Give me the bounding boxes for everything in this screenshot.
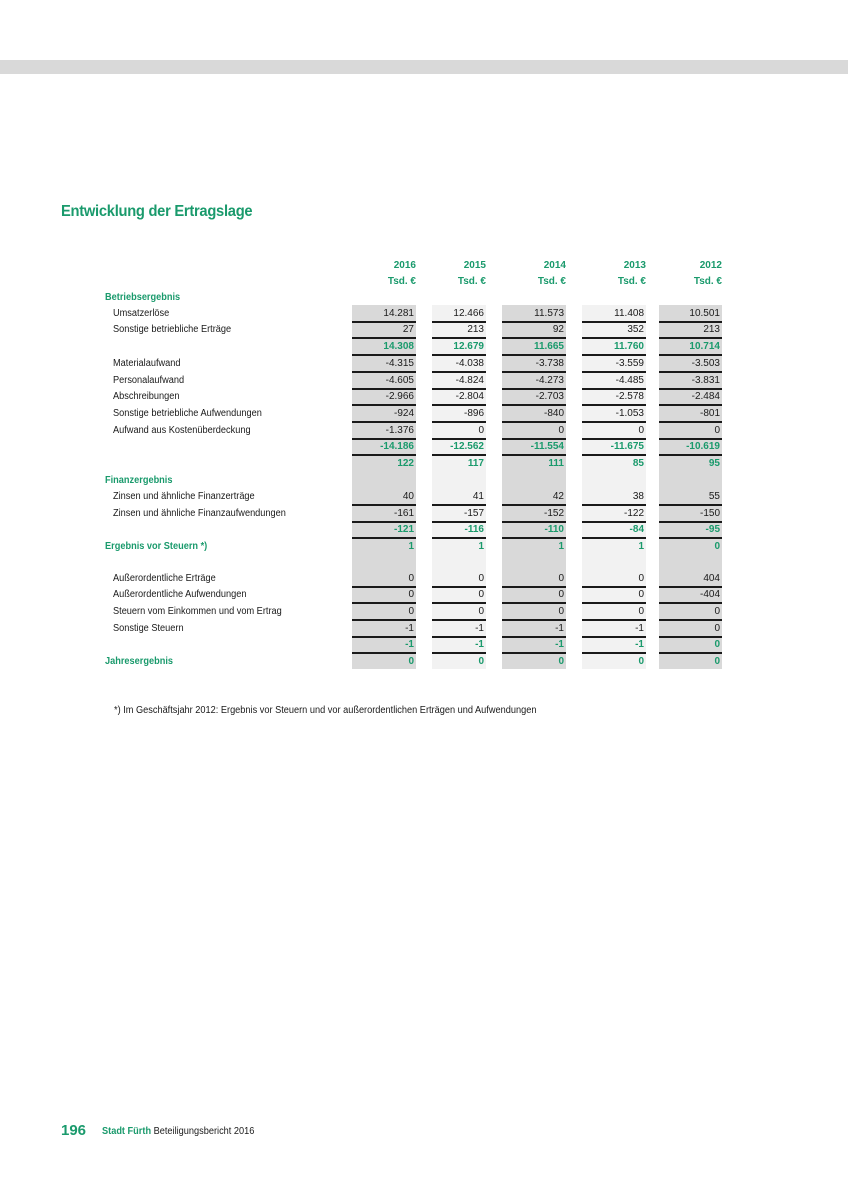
row-divider: [659, 388, 722, 390]
table-cell: 352: [627, 324, 644, 335]
table-cell: 92: [552, 324, 564, 335]
table-cell: -4.315: [385, 358, 414, 369]
row-divider: [582, 602, 646, 604]
table-cell: -4.824: [455, 375, 484, 386]
row-divider: [352, 421, 416, 423]
table-cell: 0: [638, 425, 644, 436]
table-cell: 213: [703, 324, 720, 335]
row-divider: [582, 321, 646, 323]
table-cell: 11.408: [614, 308, 644, 319]
column-header-year: 2013: [623, 260, 646, 271]
row-divider: [659, 337, 722, 339]
table-cell: 0: [638, 589, 644, 600]
row-divider: [659, 636, 722, 638]
row-divider: [659, 521, 722, 523]
row-divider: [659, 652, 722, 654]
table-cell: 41: [472, 491, 484, 502]
row-divider: [502, 354, 566, 356]
column-header-unit: Tsd. €: [387, 276, 416, 287]
table-cell: -924: [393, 408, 414, 419]
table-cell: 0: [558, 573, 564, 584]
table-cell: -11.554: [530, 441, 564, 452]
row-divider: [582, 438, 646, 440]
row-label: Sonstige Steuern: [113, 623, 184, 634]
row-divider: [502, 454, 566, 456]
table-cell: -801: [699, 408, 720, 419]
table-cell: 0: [714, 425, 720, 436]
table-cell: 0: [558, 425, 564, 436]
table-cell: 10.501: [689, 308, 720, 319]
table-cell: 0: [408, 589, 414, 600]
footnote: *) Im Geschäftsjahr 2012: Ergebnis vor Steuern und vor außerordentlichen Erträgen und Aufwendungen: [114, 705, 537, 716]
table-cell: -4.485: [615, 375, 644, 386]
column-header-unit: Tsd. €: [457, 276, 486, 287]
row-divider: [659, 537, 722, 539]
table-cell: 11.573: [534, 308, 564, 319]
table-cell: -1.053: [615, 408, 644, 419]
table-cell: 11.760: [613, 341, 644, 352]
table-cell: -3.738: [535, 358, 564, 369]
row-divider: [352, 521, 416, 523]
row-divider: [502, 586, 566, 588]
table-cell: 55: [708, 491, 720, 502]
row-divider: [352, 652, 416, 654]
table-cell: -1: [555, 623, 564, 634]
row-divider: [659, 404, 722, 406]
row-divider: [582, 404, 646, 406]
row-divider: [659, 619, 722, 621]
row-divider: [352, 337, 416, 339]
table-cell: -4.038: [455, 358, 484, 369]
row-divider: [352, 438, 416, 440]
row-divider: [432, 636, 486, 638]
table-cell: -84: [629, 524, 644, 535]
row-divider: [502, 421, 566, 423]
row-label: Sonstige betriebliche Aufwendungen: [113, 408, 262, 419]
column-header-year: 2015: [463, 260, 486, 271]
row-divider: [502, 438, 566, 440]
row-label: Personalaufwand: [113, 375, 185, 386]
table-cell: -3.559: [615, 358, 644, 369]
table-cell: 0: [714, 639, 720, 650]
table-cell: 27: [402, 324, 414, 335]
table-cell: -1: [635, 623, 644, 634]
table-cell: -4.273: [535, 375, 564, 386]
table-cell: -840: [543, 408, 564, 419]
row-divider: [659, 454, 722, 456]
row-divider: [432, 504, 486, 506]
row-divider: [582, 504, 646, 506]
table-cell: 0: [408, 656, 414, 667]
row-divider: [502, 619, 566, 621]
table-cell: 95: [708, 458, 720, 469]
row-divider: [432, 537, 486, 539]
table-cell: 14.281: [383, 308, 414, 319]
table-cell: -1: [475, 639, 484, 650]
table-cell: 0: [714, 623, 720, 634]
column-header-unit: Tsd. €: [537, 276, 566, 287]
table-cell: 12.466: [453, 308, 484, 319]
page-number: 196: [61, 1122, 87, 1139]
table-cell: -2.966: [385, 391, 414, 402]
row-divider: [582, 354, 646, 356]
row-divider: [432, 371, 486, 373]
row-divider: [352, 537, 416, 539]
row-divider: [432, 454, 486, 456]
row-divider: [582, 454, 646, 456]
table-cell: 0: [558, 656, 564, 667]
table-cell: -161: [393, 508, 414, 519]
table-cell: 0: [638, 573, 644, 584]
row-label: Steuern vom Einkommen und vom Ertrag: [113, 606, 282, 617]
table-cell: -2.703: [535, 391, 564, 402]
row-divider: [352, 504, 416, 506]
table-cell: -152: [543, 508, 564, 519]
row-label: Außerordentliche Aufwendungen: [113, 589, 247, 600]
row-divider: [659, 421, 722, 423]
row-label: Ergebnis vor Steuern *): [105, 541, 208, 552]
row-divider: [582, 337, 646, 339]
table-cell: 0: [478, 606, 484, 617]
row-divider: [432, 586, 486, 588]
table-cell: 0: [408, 573, 414, 584]
row-divider: [502, 636, 566, 638]
row-divider: [502, 337, 566, 339]
row-divider: [352, 371, 416, 373]
table-cell: -896: [463, 408, 484, 419]
row-divider: [659, 438, 722, 440]
row-divider: [432, 602, 486, 604]
table-cell: -95: [705, 524, 720, 535]
table-cell: -116: [464, 524, 484, 535]
row-divider: [659, 504, 722, 506]
column-header-year: 2016: [393, 260, 416, 271]
row-divider: [502, 521, 566, 523]
row-label: Zinsen und ähnliche Finanzaufwendungen: [113, 508, 286, 519]
row-divider: [582, 636, 646, 638]
table-cell: -2.804: [455, 391, 484, 402]
row-divider: [502, 652, 566, 654]
table-cell: 122: [397, 458, 414, 469]
row-label: Zinsen und ähnliche Finanzerträge: [113, 491, 255, 502]
row-divider: [659, 586, 722, 588]
table-cell: 0: [478, 425, 484, 436]
table-cell: -14.186: [380, 441, 414, 452]
table-cell: -1: [405, 623, 414, 634]
row-divider: [432, 438, 486, 440]
row-divider: [352, 404, 416, 406]
table-cell: -3.831: [691, 375, 720, 386]
row-divider: [582, 521, 646, 523]
row-divider: [502, 388, 566, 390]
table-cell: 1: [558, 541, 564, 552]
row-divider: [582, 421, 646, 423]
table-cell: -122: [623, 508, 644, 519]
footer-brand: Stadt Fürth: [102, 1126, 152, 1137]
row-divider: [352, 602, 416, 604]
row-divider: [582, 537, 646, 539]
table-cell: 0: [558, 606, 564, 617]
table-cell: -1: [405, 639, 414, 650]
row-label: Betriebsergebnis: [105, 292, 181, 303]
table-cell: 0: [714, 541, 720, 552]
table-cell: 40: [402, 491, 414, 502]
row-divider: [582, 619, 646, 621]
row-divider: [659, 602, 722, 604]
table-cell: 117: [467, 458, 484, 469]
row-label: Aufwand aus Kostenüberdeckung: [113, 425, 251, 436]
row-divider: [432, 421, 486, 423]
row-divider: [502, 404, 566, 406]
row-divider: [502, 602, 566, 604]
table-cell: 1: [408, 541, 414, 552]
table-cell: -157: [463, 508, 484, 519]
table-cell: 1: [478, 541, 484, 552]
row-divider: [432, 388, 486, 390]
table-cell: 0: [408, 606, 414, 617]
footer-text: Beteiligungsbericht 2016: [151, 1126, 255, 1137]
page-title: Entwicklung der Ertragslage: [61, 203, 253, 220]
row-divider: [582, 371, 646, 373]
column-header-year: 2012: [699, 260, 722, 271]
row-divider: [502, 321, 566, 323]
row-divider: [432, 321, 486, 323]
row-divider: [352, 454, 416, 456]
top-gray-bar: [0, 60, 848, 74]
table-cell: 404: [703, 573, 720, 584]
row-label: Außerordentliche Erträge: [113, 573, 216, 584]
row-divider: [352, 354, 416, 356]
row-divider: [352, 586, 416, 588]
row-divider: [432, 619, 486, 621]
table-cell: -1.376: [385, 425, 414, 436]
row-divider: [659, 371, 722, 373]
table-cell: -10.619: [686, 441, 720, 452]
row-divider: [352, 388, 416, 390]
table-cell: -150: [699, 508, 720, 519]
table-cell: 85: [632, 458, 644, 469]
table-cell: -2.484: [691, 391, 720, 402]
table-cell: 213: [467, 324, 484, 335]
table-cell: 0: [478, 573, 484, 584]
row-divider: [432, 521, 486, 523]
row-divider: [659, 321, 722, 323]
row-divider: [432, 354, 486, 356]
row-divider: [582, 586, 646, 588]
column-header-year: 2014: [543, 260, 566, 271]
row-divider: [352, 619, 416, 621]
row-label: Sonstige betriebliche Erträge: [113, 324, 232, 335]
table-cell: 111: [548, 458, 564, 469]
column-header-unit: Tsd. €: [693, 276, 722, 287]
table-cell: 0: [638, 656, 644, 667]
row-label: Jahresergebnis: [105, 656, 174, 667]
table-cell: 0: [478, 656, 484, 667]
table-cell: 42: [552, 491, 564, 502]
table-cell: -3.503: [691, 358, 720, 369]
table-cell: -404: [699, 589, 720, 600]
table-cell: 10.714: [689, 341, 720, 352]
table-cell: 12.679: [453, 341, 484, 352]
table-cell: 0: [638, 606, 644, 617]
table-cell: 0: [714, 656, 720, 667]
table-cell: -11.675: [610, 441, 644, 452]
table-cell: 14.308: [383, 341, 414, 352]
footer: [102, 1126, 254, 1137]
row-divider: [502, 371, 566, 373]
row-divider: [352, 321, 416, 323]
row-label: Finanzergebnis: [105, 475, 173, 486]
row-divider: [582, 652, 646, 654]
row-divider: [432, 404, 486, 406]
table-cell: 38: [632, 491, 644, 502]
table-cell: -121: [393, 524, 414, 535]
table-cell: -1: [635, 639, 644, 650]
row-divider: [432, 652, 486, 654]
table-cell: 0: [558, 589, 564, 600]
table-cell: -1: [475, 623, 484, 634]
row-label: Materialaufwand: [113, 358, 181, 369]
row-divider: [432, 337, 486, 339]
row-divider: [659, 354, 722, 356]
row-divider: [502, 504, 566, 506]
row-divider: [352, 636, 416, 638]
table-cell: -1: [555, 639, 564, 650]
table-cell: 0: [478, 589, 484, 600]
table-cell: -4.605: [385, 375, 414, 386]
table-cell: -2.578: [615, 391, 644, 402]
row-label: Umsatzerlöse: [113, 308, 170, 319]
table-cell: 11.665: [533, 341, 564, 352]
column-header-unit: Tsd. €: [617, 276, 646, 287]
table-cell: -110: [544, 524, 564, 535]
row-divider: [582, 388, 646, 390]
row-divider: [502, 537, 566, 539]
table-cell: 0: [714, 606, 720, 617]
row-label: Abschreibungen: [113, 391, 180, 402]
table-cell: 1: [638, 541, 644, 552]
table-cell: -12.562: [450, 441, 484, 452]
